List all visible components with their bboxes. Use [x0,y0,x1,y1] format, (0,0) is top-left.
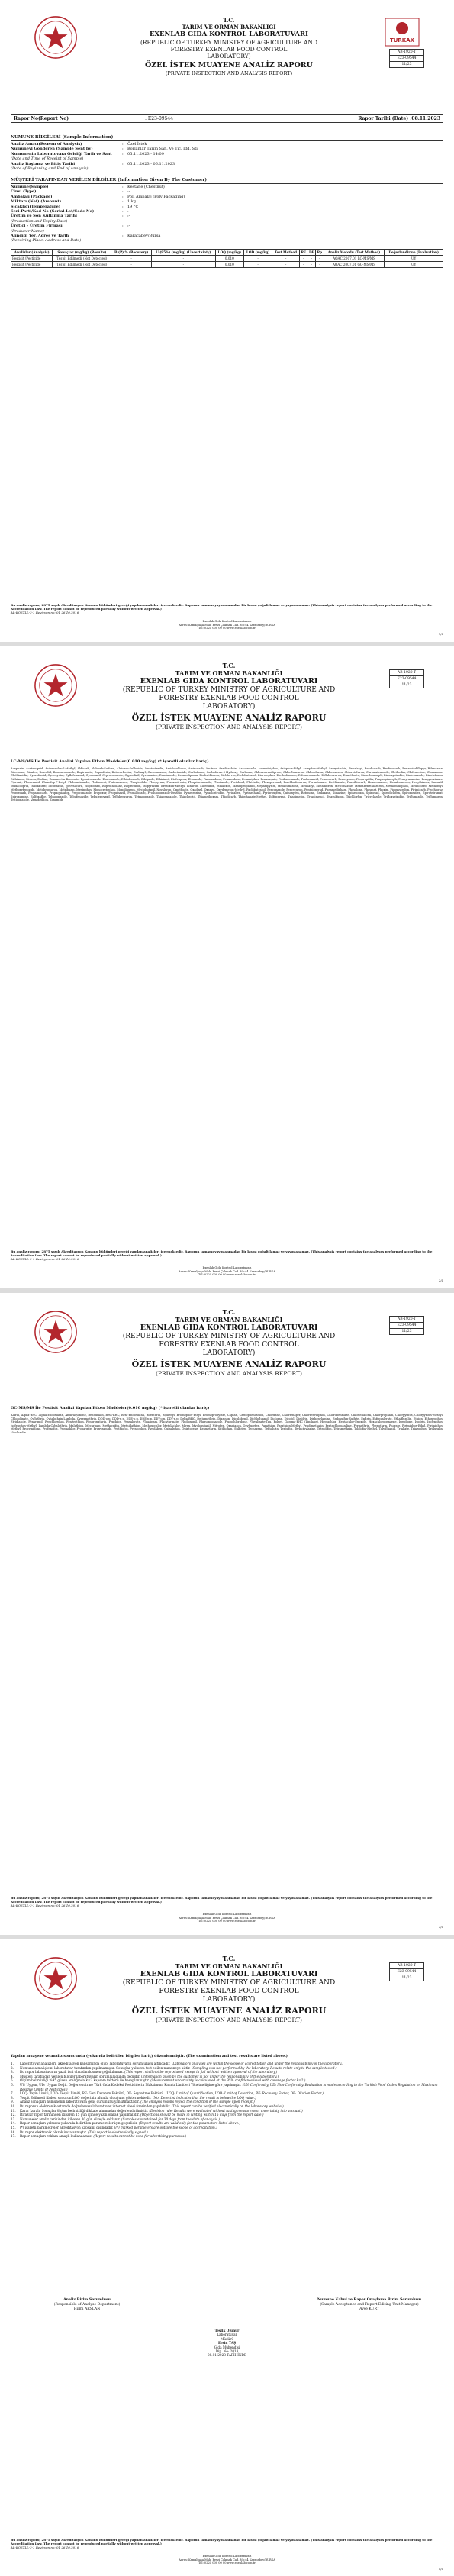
legend-text-tr: Numune alma işlemi laboratuvar tarafından yapılmamıştır. Sonuçlar yalnızca test edilen numuneye aittir. [20,2065,191,2070]
legend-text-en: (Report results cannot be used for advertising purposes.) [93,2134,187,2139]
info-value: Poli Ambalaj (Poly Packaging) [127,194,185,199]
info-key: Seri-Parti/Kod No (Serial-Lot/Code No) [11,208,95,214]
legend-number: 8. [11,2095,14,2100]
table-row [11,256,443,262]
legend-number: 9. [11,2100,14,2104]
results-cell: Pestisit /Pesticide [11,256,53,262]
legend-text-tr: Karar kuralı: Sonuçlar ölçüm belirsizliği dikkate alınmadan değerlendirilmiştir. [20,2108,149,2113]
legend-text-tr: Bu rapor laboratuvarın yazılı izni olmadan kısmen çoğaltılamaz. [20,2070,124,2075]
results-cell: - [316,262,324,268]
legend-text-tr: LOQ: Tayin Limiti, LOD: Tespit Limiti, RF: Geri Kazanım Faktörü, DF: Seyreltme Faktörü. [20,2091,165,2096]
report-page-3 [0,1293,454,1934]
info-key: (Production and Expiry Date) [11,218,68,224]
info-key: Analiz Amacı(Reason of Analysis) [11,142,82,147]
gcms-substance-list: Aldrin, Alpha-BHC, Alpha-Endosulfan, Anthraquinone, Benfluralin, Beta-BHC, Beta-Endosulfan, Bifenthrin, Biphenyl, Bromophos-Ethyl, Bromopropylate, Captan, Carbophenothion, Chlordane, Chlorfenapyr, Chlorfenvinphos, Chlorobenzilate, Chlorothalonil, Chlorpropham, Chlorpyrifos, Chlorpyrifos-Methyl, Chlozolinate, Cyfluthrin, Cyhalothrin-Lambda, Cypermethrin, DDD-o,p, DDD-p,p, DDE-o,p, DDE-p,p, DDT-o,p, DDT-p,p, Delta-BHC, Deltamethrin, Diazinon, Dichlobenil, Dichlofluanid, Dicloran, Dicofol, Dieldrin, Diphenylamine, Endosulfan-Sulfate, Endrin, Esfenvalerate, Ethalfluralin, Ethion, Ethoprophos, Etridiazole, Fenarimol, Fenchlorphos, Fenitrothion, Fenpropathrin, Fenthion, Fenvalerate, Fluazinam, Flucythrinate, Fludioxonil, Fluquinconazole, Flurochloridone, Fluvalinate-Tau, Folpet, Gamma-BHC (Lindane), Heptachlor, Heptachlor-Epoxide, Hexachlorobenzene, Iprodione, Isodrin, Isofenphos, Isofenphos-Methyl, Lambda-Cyhalothrin, Malathion, Mecarbam, Methacrifos, Methidathion, Methoxychlor, Metolachlor, Mirex, Myclobutanil, Nitrofen, Oxadiazon, Oxyfluorfen, Parathion, Parathion-Methyl, Pendimethalin, Pentachloroaniline, Permethrin, Phenothrin, Phorate, Pirimiphos-Ethyl, Pirimiphos-Methyl, Procymidone, Profenofos, Propachlor, Propargite, Propyzamide, Prothiofos, Pyrazophos, Pyridaben, Quinalphos, Quintozene, Resmethrin, Silthiofam, Sulfotep, Tecnazene, Tefluthrin, Terbufos, Terbuthylazine, Tetradifon, Tetramethrin, Tolclofos-Methyl, Tolylfluanid, Triallate, Triazophos, Trifluralin, Vinclozolin [11,1414,443,1434]
info-key: Cinsi (Type) [11,189,37,195]
legend-text-en: (Laboratory analyses are within the scope of accreditation and under the responsibility of the laboratory.) [171,2062,343,2065]
ministry-seal-icon [34,1956,78,2001]
ministry-seal-icon [34,15,78,60]
info-key: Alındığı Yer, Adres ve Tarih [11,233,69,238]
info-colon: : [122,185,124,189]
legend-text-en: (Measurement uncertainty is calculated at the 95% confidence level with coverage factor k=2.) [150,2078,306,2083]
results-cell: 0.010 [215,256,243,262]
results-cell: AOAC 2007.01 GC-MS/MS [324,262,385,268]
results-cell: Pestisit /Pesticide [11,262,53,268]
legend-list [11,2062,443,2139]
report-code-box: AB-1920-T E23-09544 11/23 [389,1962,424,1981]
legend-text-tr: Tespit Edilmedi ifadesi sonucun LOQ değerinin altında olduğunu göstermektedir. [20,2095,152,2100]
legend-text-en: (Objections should be made in writing within 15 days from the report date.) [140,2113,264,2117]
results-header-cell: Değerlendirme (Evaluation) [385,250,443,256]
info-colon: : [122,199,124,205]
info-value: 05.11.2023 - 06.11.2023 [127,161,175,166]
legend-text-en: (Sampling was not performed by the laboratory. Results relate only to the sample tested.) [191,2065,337,2070]
page-footer: Exenlab Gıda Kontrol Laboratuvarı Adres: Kemalpaşa Mah. Fevzi Çakmak Cad. No:44 Karacabey/BURSA Tel: 0224 000 00 00 www.exenlab.com.tr [179,620,275,630]
info-key: Numune(Sample) [11,185,49,189]
info-colon: : [122,189,124,195]
legend-number: 7. [11,2091,14,2096]
report-header: T.C. TARIM VE ORMAN BAKANLIĞI EXENLAB GIDA KONTROL LABORATUVARI (REPUBLIC OF TURKEY MINISTRY OF AGRICULTURE AND FORESTRY EXENLAB FOOD CONTROL LABORATORY) ÖZEL İSTEK MUAYENE ANALİZ RAPORU (PRIVATE INSPECTION AND ANALYSIS REPORT) [122,1308,336,1377]
legend-number: 11. [11,2108,16,2113]
results-cell: - [272,256,300,262]
turkak-logo-icon [384,17,420,47]
info-colon: : [122,233,124,238]
report-page-4: AB-1920-T E23-09544 11/23 T.C. TARIM VE ORMAN BAKANLIĞI EXENLAB GIDA KONTROL LABORATUVARI (REPUBLIC OF TURKEY MINISTRY OF AGRICULTURE AND FORESTRY EXENLAB FOOD CONTROL LABORATORY) ÖZEL İSTEK MUAYENE ANALİZ RAPORU (PRIVATE INSPECTION AND ANALYSIS REPORT) Yapılan muayene ve analiz sonucunda (yukarıda belirtilen bilgiler hariç) düzenlenmiştir. (The examination and test results are listed above.) 1. Laboratuvar analizleri, akreditasyon kapsamında olup, laboratuvarın sorumluluğu altındadır. (Laboratory analyses are within the scope of accreditation and under the responsibility of the laboratory.) 2. Numune alma işlemi laboratuvar tarafından yapılmamıştır. Sonuçlar yalnızca test edilen numuneye aittir. (Sampling was not performed by the laboratory. Results relate only to the sample tested.) 3. Bu rapor laboratuvarın yazılı izni olmadan kısmen çoğaltılamaz. (This report shall not be reproduced except in full without written approval of the laboratory.) 4. Müşteri tarafından verilen bilgiler laboratuvarın sorumluluğunda değildir. (Information given by the customer is not under the responsibility of the laboratory.) 5. Ölçüm belirsizliği %95 güven aralığında k=2 kapsam faktörü ile hesaplanmıştır. (Measurement uncertainty is calculated at the 95% confidence level with coverage factor k=2.) 6. UY: Uygun, UD: Uygun Değil. Değerlendirme Türk Gıda Kodeksi Pestisitlerin Maksimum Kalıntı Limitleri Yönetmeliğine göre yapılmıştır. (UY: Conformity, UD: Non-Conformity. Evaluation is made according to the Turkish Food Codex Regulation on Maximum Residue Limits of Pesticides.) 7. LOQ: Tayin Limiti, LOD: Tespit Limiti, RF: Geri Kazanım Faktörü, DF: Seyreltme Faktörü. (LOQ: Limit of Quantification, LOD: Limit of Detection, RF: Recovery Factor, DF: Dilution Factor.) 8. Tespit Edilmedi ifadesi sonucun LOQ değerinin altında olduğunu göstermektedir. (Not Detected indicates that the result is below the LOQ value.) 9. Analiz sonuçları numunenin laboratuvara geliş durumunu yansıtmaktadır. (The analysis results reflect the condition of the sample upon receipt.) 10. Bu raporun elektronik ortamda doğrulaması laboratuvar internet sitesi üzerinden yapılabilir. (This report can be verified electronically on the laboratory website.) 11. Karar kuralı: Sonuçlar ölçüm belirsizliği dikkate alınmadan değerlendirilmiştir. (Decision rule: Results were evaluated without taking measurement uncertainty into account.) 12. İtirazlar rapor tarihinden itibaren 15 gün içinde yazılı olarak yapılmalıdır. (Objections should be made in writing within 15 days from the report date.) 13. Numuneler analiz tarihinden itibaren 30 gün süreyle saklanır. (Samples are retained for 30 days from the date of analysis.) 14. Rapor sonuçları yalnızca yukarıda belirtilen parametreler için geçerlidir. (Report results are valid only for the parameters listed above.) 15. (*) işaretli parametreler akreditasyon kapsamı dışındadır. ((*) marked parameters are outside the scope of accreditation.) 16. Bu rapor elektronik olarak imzalanmıştır. (This report is electronically signed.) 17. Rapor sonuçları reklam amaçlı kullanılamaz. (Report results cannot be used for advertising purposes.) Analiz Birim Sorumlusu (Responsible of Analyse Department) Hilmi ARSLAN Numune Kabul ve Rapor Onaylama Birim Sorumlusu (Sample Acceptance and Report Editing Unit Manager) Ayşe KURT Teslik Olunur Laboratuvar Müdürü Ersin TAŞ Gıda Mühendisi Dip. No: 2018 08.11.2023 TARİHİNDE Bu analiz raporu, 2875 sayılı Akreditasyon Kanunu hükümleri gereği yapılan analizleri içermektedir. Raporun tamamı yayınlanmadan bir kısmı çoğaltılamaz ve yayınlanamaz. (This analysis report contains the analyses performed according to the Accreditation Law. The report cannot be reproduced partially without written approval.) AL-KOSTLL-2-1 Revizyon no: 01 26.10.2016 Exenlab Gıda Kontrol Laboratuvarı Adres: Kemalpaşa Mah. Fevzi Çakmak Cad. No:44 Karacabey/BURSA Tel: 0224 000 00 00 www.exenlab.com.tr 4/4 [11,1955,443,2571]
info-key: Numunenin Laboratuvara Geldiği Tarih ve Saat [11,151,112,156]
legend-text-tr: Laboratuvar analizleri, akreditasyon kapsamında olup, laboratuvarın sorumluluğu altındadır. [20,2062,171,2065]
ministry-seal-icon [34,663,78,708]
page-footer: Exenlab Gıda Kontrol Laboratuvarı Adres: Kemalpaşa Mah. Fevzi Çakmak Cad. No:44 Karacabey/BURSA Tel: 0224 000 00 00 www.exenlab.com.tr [179,2555,275,2565]
results-cell: - [299,256,307,262]
results-header-cell: Analizler (Analysis) [11,250,53,256]
results-cell: - [151,262,215,268]
results-header-cell: U (95%) (mg/kg) (Uncertainty) [151,250,215,256]
page-footer: Exenlab Gıda Kontrol Laboratuvarı Adres: Kemalpaşa Mah. Fevzi Çakmak Cad. No:44 Karacabey/BURSA Tel: 0224 000 00 00 www.exenlab.com.tr [179,1266,275,1277]
info-key: Analiz Başlama ve Bitiş Tarihi [11,161,76,166]
results-header-cell: Rp [316,250,324,256]
report-header: T.C. TARIM VE ORMAN BAKANLIĞI EXENLAB GIDA KONTROL LABORATUVARI (REPUBLIC OF TURKEY MINISTRY OF AGRICULTURE AND FORESTRY EXENLAB FOOD CONTROL LABORATORY) ÖZEL İSTEK MUAYENE ANALİZ RAPORU (PRIVATE INSPECTION AND ANALYSIS REPORT) [122,1955,336,2023]
results-cell: - [243,262,272,268]
info-key: Üretim ve Son Kullanma Tarihi [11,214,77,219]
legend-text-tr: Rapor sonuçları reklam amaçlı kullanılamaz. [20,2134,92,2139]
legend-text-tr: UY: Uygun, UD: Uygun Değil. Değerlendirme Türk Gıda Kodeksi Pestisitlerin Maksimum Kalıntı Limitleri Yönetmeliğine göre yapılmıştır. [20,2082,242,2087]
legend-text-tr: Müşteri tarafından verilen bilgiler laboratuvarın sorumluluğunda değildir. [20,2074,140,2078]
gcms-heading: GC-MS/MS İle Pestisit Analizi Yapılan Etken Maddeler(0.010 mg/kg) (* işaretli olanlar hariç) [11,1406,210,1411]
info-key: Ambalajı (Package) [11,194,53,199]
legend-text-en: (The analysis results reflect the condition of the sample upon receipt.) [140,2100,255,2104]
report-code-box: AB-1920-T E23-09544 11/23 [389,49,424,68]
results-header-cell: Test Method [272,250,300,256]
legend-item [11,2083,443,2091]
results-header-cell: DF [307,250,316,256]
legend-number: 13. [11,2117,16,2121]
page-footer: Exenlab Gıda Kontrol Laboratuvarı Adres: Kemalpaşa Mah. Fevzi Çakmak Cad. No:44 Karacabey/BURSA Tel: 0224 000 00 00 www.exenlab.com.tr [179,1913,275,1923]
legend-number: 6. [11,2082,14,2087]
legend-item [11,2134,443,2139]
legend-text-tr: Bu raporun elektronik ortamda doğrulaması laboratuvar internet sitesi üzerinden yapılabilir. [20,2104,171,2108]
info-value: 1 kg [127,199,137,205]
page-number: 4/4 [438,2567,443,2571]
approval-stamp: Teslik Olunur Laboratuvar Müdürü Ersin TAŞ Gıda Mühendisi Dip. No: 2018 08.11.2023 TARİHİNDE [207,2329,247,2358]
legend-text-tr: (*) işaretli parametreler akreditasyon kapsamı dışındadır. [20,2125,114,2129]
info-key: (Producer Name) [11,228,44,234]
results-cell: - [111,256,152,262]
results-header-cell: Analiz Metodu (Test Method) [324,250,385,256]
sample-info-title: NUMUNE BİLGİLERİ (Sample Information) [11,134,443,141]
legend-text-en: (This report shall not be reproduced except in full without written approval of the laboratory.) [124,2070,278,2075]
legend-text-tr: Analiz sonuçları numunenin laboratuvara geliş durumunu yansıtmaktadır. [20,2100,140,2104]
legend-text-tr: İtirazlar rapor tarihinden itibaren 15 gün içinde yazılı olarak yapılmalıdır. [20,2113,140,2117]
results-cell: AOAC 2007.01 LC-MS/MS [324,256,385,262]
legend-text-en: (Decision rule: Results were evaluated without taking measurement uncertainty into account.) [149,2108,303,2113]
results-header-cell: LOQ (mg/kg) [215,250,243,256]
results-table [11,249,443,268]
results-header-cell: LOD (mg/kg) [243,250,272,256]
legend-text-en: (This report is electronically signed.) [88,2129,148,2134]
info-value: :- [127,214,130,219]
info-value: 19 °C [127,204,139,209]
page-number: 1/4 [438,632,443,636]
accreditation-note: Bu analiz raporu, 2875 sayılı Akreditasyon Kanunu hükümleri gereği yapılan analizleri içermektedir. Raporun tamamı yayınlanmadan bir kısmı çoğaltılamaz ve yayınlanamaz. (This analysis report contains the analyses performed according to the Accreditation Law. The report cannot be reproduced partially without written approval.) AL-KOSTLL-2-1 Revizyon no: 01 26.10.2016 [11,1249,433,1261]
accreditation-note: Bu analiz raporu, 2875 sayılı Akreditasyon Kanunu hükümleri gereği yapılan analizleri içermektedir. Raporun tamamı yayınlanmadan bir kısmı çoğaltılamaz ve yayınlanamaz. (This analysis report contains the analyses performed according to the Accreditation Law. The report cannot be reproduced partially without written approval.) AL-KOSTLL-2-1 Revizyon no: 01 26.10.2016 [11,603,433,614]
results-cell: Tespit Edilmedi (Not Detected) [53,256,111,262]
info-key: (Date and Time of Receipt of Sample) [11,156,84,162]
page-number: 3/4 [438,1925,443,1929]
legend-number: 15. [11,2125,16,2129]
sample-info-list [11,142,443,171]
legend-text-en: (LOQ: Limit of Quantification, LOD: Limit of Detection, RF: Recovery Factor, DF: Dilution Factor.) [165,2091,324,2096]
legend-number: 17. [11,2134,16,2139]
legend-text-en: (Not Detected indicates that the result is below the LOQ value.) [152,2095,256,2100]
report-header: T.C. TARIM VE ORMAN BAKANLIĞI EXENLAB GIDA KONTROL LABORATUVARI (REPUBLIC OF TURKEY MINISTRY OF AGRICULTURE AND FORESTRY EXENLAB FOOD CONTROL LABORATORY) ÖZEL İSTEK MUAYENE ANALİZ RAPORU (PRIVATE INSPECTION AND ANALYSIS REPORT) [84,17,374,76]
page-number: 2/4 [438,1278,443,1282]
info-value: Borlanlar Tarım San. Ve Tic. Ltd. Şti. [127,147,199,152]
info-key: Sıcaklığı(Temperature) [11,204,61,209]
info-colon: : [122,147,124,152]
info-value: Özel İstek [127,142,147,147]
info-row [11,166,443,171]
results-header-cell: RF [299,250,307,256]
info-colon: : [122,151,124,156]
info-value: Karacabey/Bursa [127,233,161,238]
legend-text-tr: Ölçüm belirsizliği %95 güven aralığında k=2 kapsam faktörü ile hesaplanmıştır. [20,2078,150,2083]
results-cell: - [272,262,300,268]
report-page-1 [0,0,454,641]
customer-info-title: MÜŞTERİ TARAFINDAN VERİLEN BİLGİLER (Information Given By The Customer) [11,177,443,184]
results-cell: - [299,262,307,268]
info-value: 05.11.2023 - 14:09 [127,151,164,156]
results-cell: UY [385,256,443,262]
info-colon: : [122,214,124,219]
legend-heading: Yapılan muayene ve analiz sonucunda (yukarıda belirtilen bilgiler hariç) düzenlenmiştir. (The examination and test results are listed above.) [11,2055,288,2059]
results-cell: - [111,262,152,268]
legend-number: 5. [11,2078,14,2083]
legend-number: 12. [11,2113,16,2117]
results-header-cell: B (P) % (Recovery) [111,250,152,256]
legend-number: 3. [11,2070,14,2075]
results-cell: - [151,256,215,262]
info-value: :- [127,224,130,229]
legend-number: 4. [11,2074,14,2078]
lcms-substance-list: Acephate, Acetamiprid, Acibenzolar-S-Methyl, Aldicarb, Aldicarb-Sulfone, Aldicarb-Sulfoxide, Ametoctradin, Amidosulfuron, Aminocarb, Amitraz, Azadirachtin, Azaconazole, Azamethiphos, Azinphos-Ethyl, Azinphos-Methyl, Azoxystrobin, Benalaxyl, Bendiocarb, Benfuracarb, Benzovindiflupyr, Bifenazate, Bitertanol, Bixafen, Boscalid, Bromuconazole, Bupirimate, Buprofezin, Butocarboxim, Carbaryl, Carbendazim, Carbetamide, Carbofuran, Carbofuran-3-Hydroxy, Carboxin, Chlorantraniliprole, Chlorfluazuron, Chloridazon, Chloroxuron, Chlorotoluron, Chromafenozide, Clethodim, Clofentezine, Clomazone, Clothianidin, Cyazofamid, Cycloxydim, Cyflufenamid, Cymoxanil, Cyproconazole, Cyprodinil, Cyromazine, Daminozide, Desmedipham, Diafenthiuron, Dichlorvos, Diclobutrazol, Dicrotophos, Diethofencarb, Difenoconazole, Diflubenzuron, Dimethoate, Dimethomorph, Dimoxystrobin, Diniconazole, Dinotefuran, Dithianon, Diuron, Dodine, Emamectin Benzoate, Epoxiconazole, Etaconazole, Ethiofencarb, Ethiprole, Ethirimol, Etofenprox, Etoxazole, Famoxadone, Fenamidone, Fenamiphos, Fenazaquin, Fenbuconazole, Fenhexamid, Fenobucarb, Fenoxycarb, Fenpropidin, Fenpropimorph, Fenpyrazamine, Fenpyroximate, Fipronil, Flonicamid, Fluazifop-P-Butyl, Flubendiamide, Flufenacet, Flufenoxuron, Fluopicolide, Fluopyram, Fluoxastrobin, Fluquinconazole, Flusilazole, Flutolanil, Flutriafol, Fluxapyroxad, Forchlorfenuron, Formetanate, Fosthiazate, Furathiocarb, Hexaconazole, Hexaflumuron, Hexythiazox, Imazalil, Imidacloprid, Indoxacarb, Ipconazole, Iprovalicarb, Isoprocarb, Isoprothiolane, Isoproturon, Isopyrazam, Kresoxim-Methyl, Linuron, Lufenuron, Malaoxon, Mandipropamid, Mepanipyrim, Metaflumizone, Metalaxyl, Metamitron, Metconazole, Methabenzthiazuron, Methamidophos, Methiocarb, Methomyl, Methoxyfenozide, Metobromuron, Metribuzin, Mevinphos, Monocrotophos, Monolinuron, Myclobutanil, Novaluron, Omethoate, Oxadixyl, Oxamyl, Oxydemeton-Methyl, Paclobutrazol, Penconazole, Pencycuron, Penthiopyrad, Phenmedipham, Phosalone, Phosmet, Phoxim, Picoxystrobin, Pirimicarb, Prochloraz, Promecarb, Propamocarb, Propaquizafop, Propiconazole, Propoxur, Proquinazid, Prosulfocarb, Prothioconazole-Desthio, Pymetrozine, Pyraclostrobin, Pyridaben, Pyrimethanil, Pyriproxyfen, Quinoxyfen, Rotenone, Sedaxane, Simazine, Spinetoram, Spinosad, Spirodiclofen, Spiromesifen, Spirotetramat, Spiroxamine, Sulfoxaflor, Tebuconazole, Tebufenozide, Tebufenpyrad, Teflubenzuron, Tetraconazole, Thiabendazole, Thiacloprid, Thiamethoxam, Thiodicarb, Thiophanate-Methyl, Tolfenpyrad, Triadimefon, Triadimenol, Triasulfuron, Trichlorfon, Tricyclazole, Trifloxystrobin, Triflumizole, Triflumuron, Triticonazole, Vamidothion, Zoxamide [11,767,443,802]
report-code-box: AB-1920-T E23-09544 11/23 [389,669,424,688]
info-key: Miktarı (Net) (Amount) [11,199,62,205]
report-number-bar: Rapor No(Report No) : E23-09544 Rapor Tarihi (Date) :08.11.2023 [11,114,443,123]
legend-number: 1. [11,2062,14,2065]
legend-number: 2. [11,2065,14,2070]
legend-text-en: ((*) marked parameters are outside the scope of accreditation.) [114,2125,217,2129]
info-key: Üretici - Üretim Firması [11,224,63,229]
info-row [11,238,443,243]
legend-number: 10. [11,2104,16,2108]
lcms-heading: LC-MS/MS İle Pestisit Analizi Yapılan Etken Maddeler(0.010 mg/kg) (* işaretli olanlar hariç) [11,759,209,764]
results-cell: - [307,256,316,262]
legend-text-tr: Rapor sonuçları yalnızca yukarıda belirtilen parametreler için geçerlidir. [20,2121,138,2126]
ministry-seal-icon [34,1310,78,1354]
legend-number: 16. [11,2129,16,2134]
accreditation-note: Bu analiz raporu, 2875 sayılı Akreditasyon Kanunu hükümleri gereği yapılan analizleri içermektedir. Raporun tamamı yayınlanmadan bir kısmı çoğaltılamaz ve yayınlanamaz. (This analysis report contains the analyses performed according to the Accreditation Law. The report cannot be reproduced partially without written approval.) AL-KOSTLL-2-1 Revizyon no: 01 26.10.2016 [11,2538,433,2549]
results-cell: UY [385,262,443,268]
results-cell: - [243,256,272,262]
results-cell: - [307,262,316,268]
info-key: (Receiving Place, Address and Date) [11,238,82,243]
info-value: :- [127,189,130,195]
legend-number: 14. [11,2121,16,2126]
info-key: Numuneyi Gönderen (Sample Sent by) [11,147,93,152]
page-title: ÖZEL İSTEK MUAYENE ANALİZ RAPORU [145,61,313,69]
legend-text-tr: Numuneler analiz tarihinden itibaren 30 gün süreyle saklanır. [20,2117,121,2121]
legend-text-en: (Information given by the customer is not under the responsibility of the laboratory.) [140,2074,279,2078]
results-header-cell: Sonuçlar (mg/kg) (Results) [53,250,111,256]
info-value: :- [127,208,130,214]
results-cell: Tespit Edilmedi (Not Detected) [53,262,111,268]
accreditation-note: Bu analiz raporu, 2875 sayılı Akreditasyon Kanunu hükümleri gereği yapılan analizleri içermektedir. Raporun tamamı yayınlanmadan bir kısmı çoğaltılamaz ve yayınlanamaz. (This analysis report contains the analyses performed according to the Accreditation Law. The report cannot be reproduced partially without written approval.) AL-KOSTLL-2-1 Revizyon no: 01 26.10.2016 [11,1896,433,1907]
info-colon: : [122,161,124,166]
results-cell: - [316,256,324,262]
report-header: T.C. TARIM VE ORMAN BAKANLIĞI EXENLAB GIDA KONTROL LABORATUVARI (REPUBLIC OF TURKEY MINISTRY OF AGRICULTURE AND FORESTRY EXENLAB FOOD CONTROL LABORATORY) ÖZEL İSTEK MUAYENE ANALİZ RAPORU (PRIVATE INSPECTION AND ANALYSIS REPORT) [122,662,336,730]
results-cell: 0.010 [215,262,243,268]
report-page-2 [0,646,454,1288]
legend-text-en: (Samples are retained for 30 days from the date of analysis.) [121,2117,221,2121]
info-colon: : [122,204,124,209]
info-colon: : [122,224,124,229]
info-colon: : [122,194,124,199]
svg-text:TÜRKAK: TÜRKAK [389,37,415,44]
customer-info-list [11,185,443,243]
info-colon: : [122,142,124,147]
legend-text-en: (Report results are valid only for the parameters listed above.) [138,2121,241,2126]
report-code-box: AB-1920-T E23-09544 11/23 [389,1316,424,1335]
info-colon: : [122,208,124,214]
legend-text-en: (This report can be verified electronically on the laboratory website.) [171,2104,284,2108]
legend-text-tr: Bu rapor elektronik olarak imzalanmıştır. [20,2129,87,2134]
table-row [11,262,443,268]
legend-text-en: (UY: Conformity, UD: Non-Conformity. Evaluation is made according to the Turkish Food Codex Regulation on Maximum Residue Limits of Pesticides.) [20,2082,438,2091]
info-value: Kestane (Chestnut) [127,185,165,189]
info-key: (Date of Beginning and End of Analysis) [11,166,89,171]
